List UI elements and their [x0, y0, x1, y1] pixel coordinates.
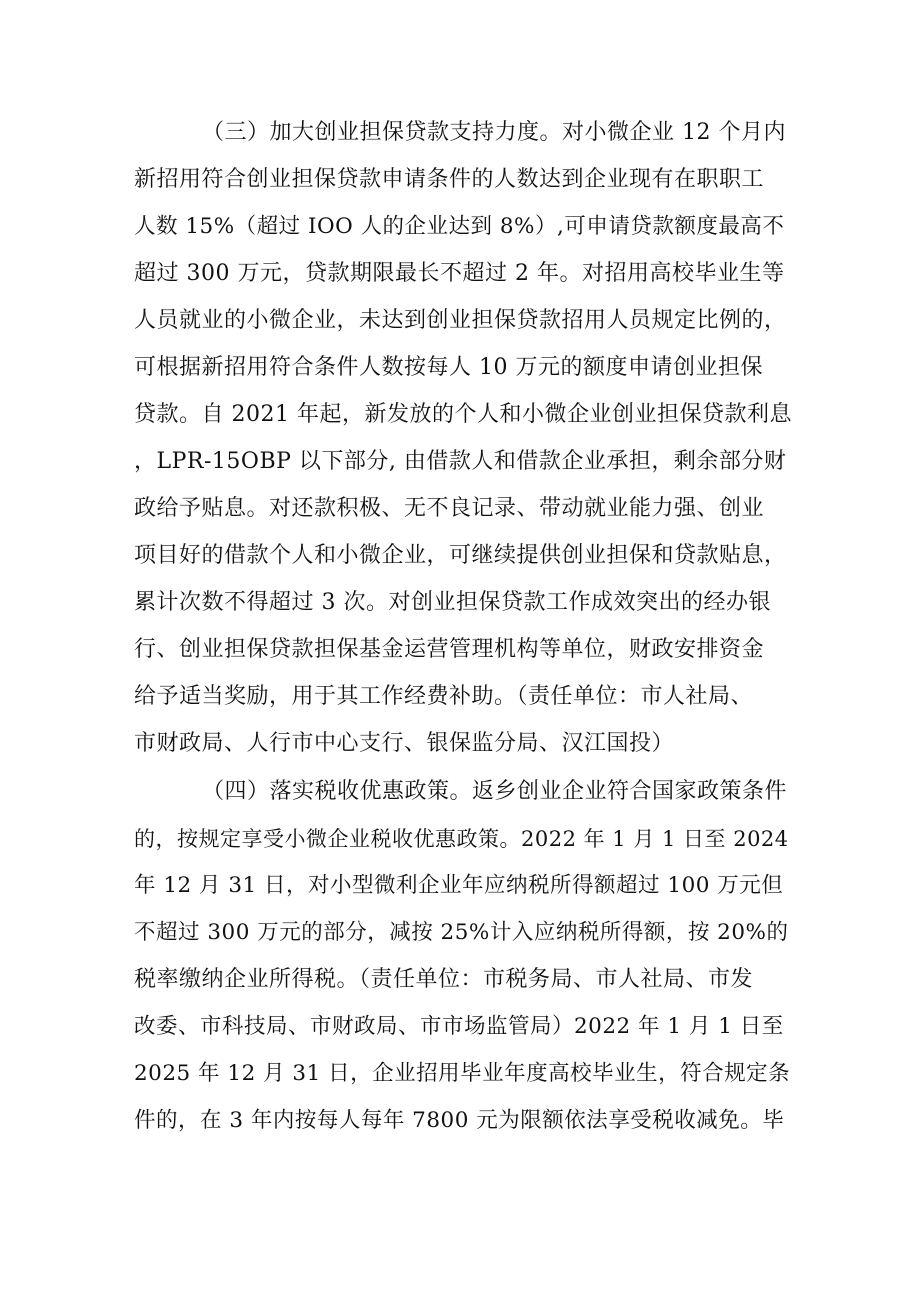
paragraph-line: 累计次数不得超过 3 次。对创业担保贷款工作成效突出的经办银: [134, 590, 771, 615]
paragraph-line: 政给予贴息。对还款积极、无不良记录、带动就业能力强、创业: [134, 496, 765, 521]
paragraph-line: 人员就业的小微企业，未达到创业担保贷款招用人员规定比例的，: [134, 308, 787, 333]
paragraph-line: ，LPR-15OBP 以下部分, 由借款人和借款企业承担，剩余部分财: [134, 449, 787, 474]
document-body: [134, 0, 794, 1301]
paragraph-line: 税率缴纳企业所得税。（责任单位：市税务局、市人社局、市发: [134, 967, 754, 992]
paragraph-line: 给予适当奖励，用于其工作经费补助。（责任单位：市人社局、: [134, 684, 754, 709]
paragraph-line: （三）加大创业担保贷款支持力度。对小微企业 12 个月内: [202, 120, 786, 145]
paragraph-line: 可根据新招用符合条件人数按每人 10 万元的额度申请创业担保: [134, 355, 763, 380]
paragraph-line: 贷款。自 2021 年起，新发放的个人和小微企业创业担保贷款利息: [134, 402, 792, 427]
paragraph-line: 不超过 300 万元的部分，减按 25%计入应纳税所得额，按 20%的: [134, 920, 789, 945]
paragraph-line: （四）落实税收优惠政策。返乡创业企业符合国家政策条件: [202, 779, 788, 804]
paragraph-line: 2025 年 12 月 31 日，企业招用毕业年度高校毕业生，符合规定条: [134, 1061, 791, 1086]
paragraph-line: 行、创业担保贷款担保基金运营管理机构等单位，财政安排资金: [134, 637, 765, 662]
paragraph-line: 的，按规定享受小微企业税收优惠政策。2022 年 1 月 1 日至 2024: [134, 827, 789, 851]
paragraph-line: 项目好的借款个人和小微企业，可继续提供创业担保和贷款贴息，: [134, 543, 787, 568]
paragraph-line: 新招用符合创业担保贷款申请条件的人数达到企业现有在职职工: [134, 167, 765, 192]
paragraph-line: 改委、市科技局、市财政局、市市场监管局）2022 年 1 月 1 日至: [134, 1014, 784, 1039]
paragraph-line: 件的，在 3 年内按每人每年 7800 元为限额依法享受税收减免。毕: [134, 1108, 785, 1133]
paragraph-line: 市财政局、人行市中心支行、银保监分局、汉江国投）: [134, 731, 675, 756]
paragraph-line: 人数 15%（超过 IOO 人的企业达到 8%）,可申请贷款额度最高不: [134, 214, 785, 239]
paragraph-line: 超过 300 万元，贷款期限最长不超过 2 年。对招用高校毕业生等: [134, 261, 785, 286]
paragraph-line: 年 12 月 31 日，对小型微利企业年应纳税所得额超过 100 万元但: [134, 873, 784, 898]
